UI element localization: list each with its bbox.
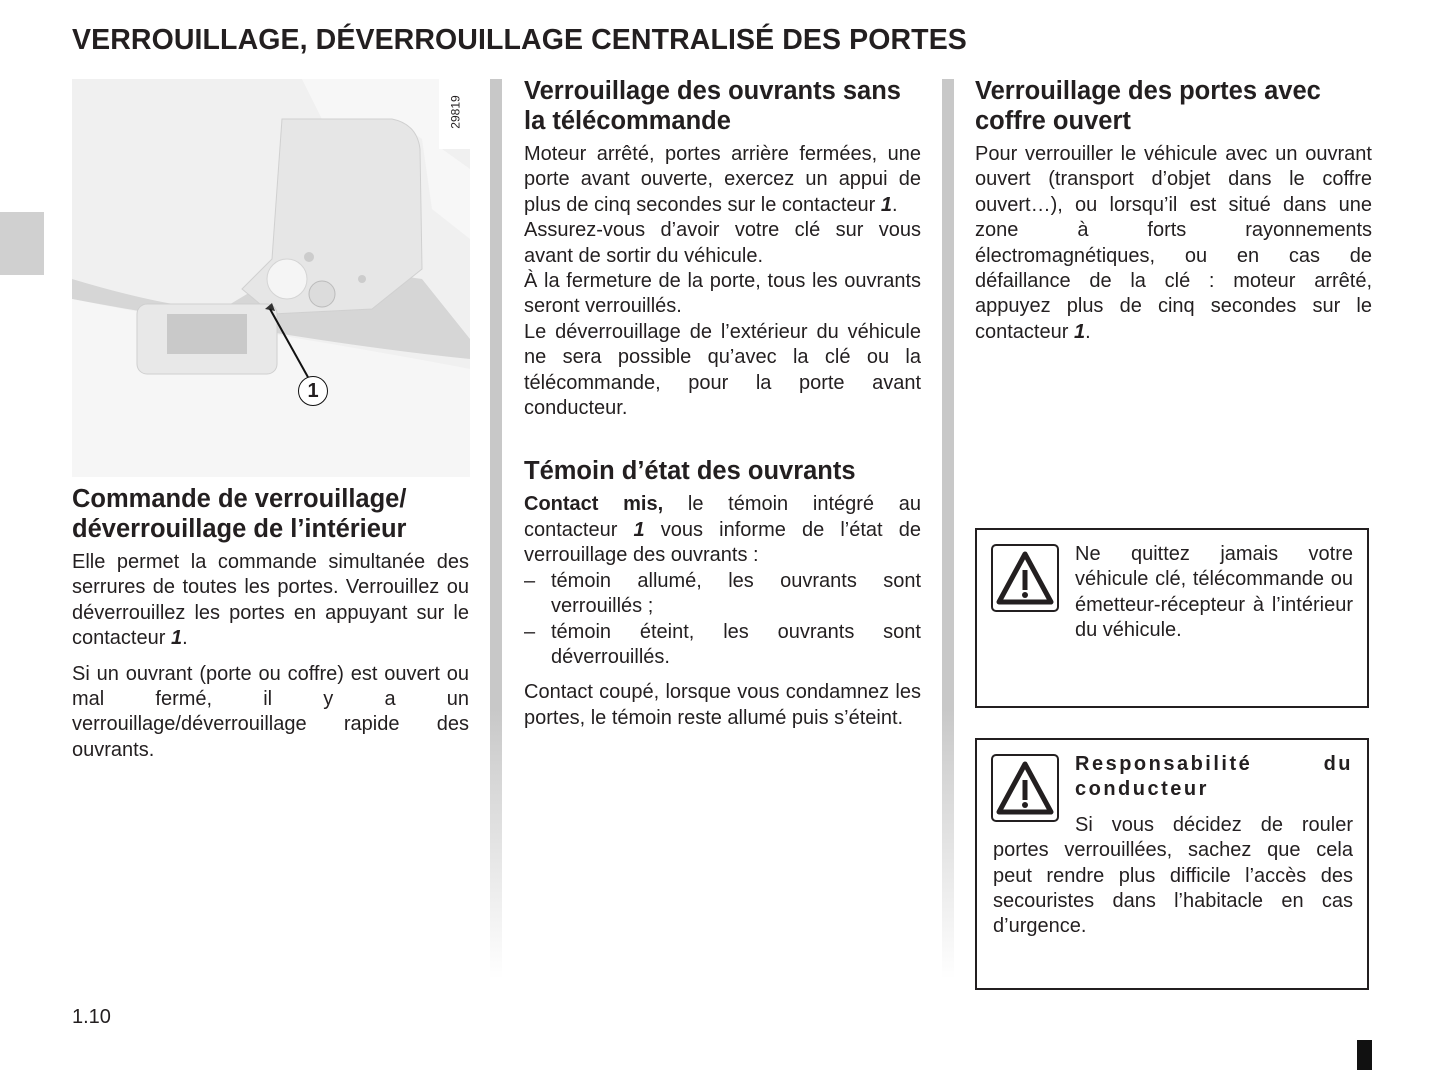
- warning-text: Ne quittez jamais votre véhicule clé, télécommande ou émetteur-récepteur à l’intérieur du véhicule.: [1075, 543, 1353, 642]
- warning-box-keys: [975, 528, 1369, 708]
- status-list: [524, 569, 921, 671]
- paragraph: Si un ouvrant (porte ou coffre) est ouvert ou mal fermé, il y a un verrouillage/déverrouillage rapide des ouvrants.: [72, 662, 469, 761]
- paragraph: Contact mis, le témoin intégré au contacteur 1 vous informe de l’état de verrouillage des ouvrants :: [524, 493, 921, 567]
- paragraph: Elle permet la commande simultanée des serrures de toutes les portes. Verrouillez ou déverrouillez les portes en appuyant sur le contacteur 1.: [72, 551, 469, 650]
- paragraph: Pour verrouiller le véhicule avec un ouvrant ouvert (transport d’objet dans le coffre ouvert…), ou lorsqu’il est situé dans une zone à forts rayonnements électromagnétiques, ou en cas de défaillance de la clé : moteur arrêté, appuyez plus de cinq secondes sur le contacteur 1.: [975, 143, 1372, 343]
- warning-text: Si vous décidez de rouler portes verrouillées, sachez que cela peut rendre plus difficile l’accès des secouristes dans l’habitacle en cas d’urgence.: [993, 813, 1353, 938]
- heading-interior-lock: Commande de verrouillage/ déverrouillage de l’intérieur: [72, 485, 407, 543]
- callout-1: 1: [298, 376, 328, 406]
- paragraph: Moteur arrêté, portes arrière fermées, une porte avant ouverte, exercez un appui de plus de cinq secondes sur le contacteur 1.: [524, 143, 921, 216]
- warning-title: Responsabilité du conducteur: [1075, 753, 1353, 801]
- section-tab: [0, 212, 44, 275]
- list-item: – témoin allumé, les ouvrants sont verrouillés ;: [524, 569, 921, 620]
- paragraph: Contact coupé, lorsque vous condamnez les portes, le témoin reste allumé puis s’éteint.: [524, 681, 921, 729]
- page-end-marker: [1357, 1040, 1372, 1070]
- warning-box-driver-responsibility: [975, 738, 1369, 990]
- overhead-console-photo: [72, 79, 470, 477]
- figure-reference-number: 29819: [449, 95, 463, 129]
- column-lock-trunk-open: [975, 76, 1372, 345]
- heading-status-indicator: Témoin d’état des ouvrants: [524, 457, 856, 486]
- list-item: – témoin éteint, les ouvrants sont déverrouillés.: [524, 620, 921, 671]
- paragraph: Assurez-vous d’avoir votre clé sur vous avant de sortir du véhicule.: [524, 219, 921, 267]
- page-title: VERROUILLAGE, DÉVERROUILLAGE CENTRALISÉ DES PORTES: [72, 24, 967, 56]
- warning-triangle-icon: [991, 544, 1059, 612]
- warning-triangle-icon: [991, 754, 1059, 822]
- paragraph: Le déverrouillage de l’extérieur du véhicule ne sera possible qu’avec la clé ou la télécommande, pour la porte avant conducteur.: [524, 320, 921, 420]
- column-interior-lock: [72, 484, 469, 763]
- heading-lock-without-remote: Verrouillage des ouvrants sans la télécommande: [524, 77, 901, 135]
- paragraph: À la fermeture de la porte, tous les ouvrants seront verrouillés.: [524, 270, 921, 318]
- column-divider: [490, 79, 502, 979]
- page-number: 1.10: [72, 1006, 111, 1028]
- heading-lock-trunk-open: Verrouillage des portes avec coffre ouvert: [975, 77, 1321, 135]
- column-lock-without-remote: [524, 76, 921, 731]
- column-divider: [942, 79, 954, 979]
